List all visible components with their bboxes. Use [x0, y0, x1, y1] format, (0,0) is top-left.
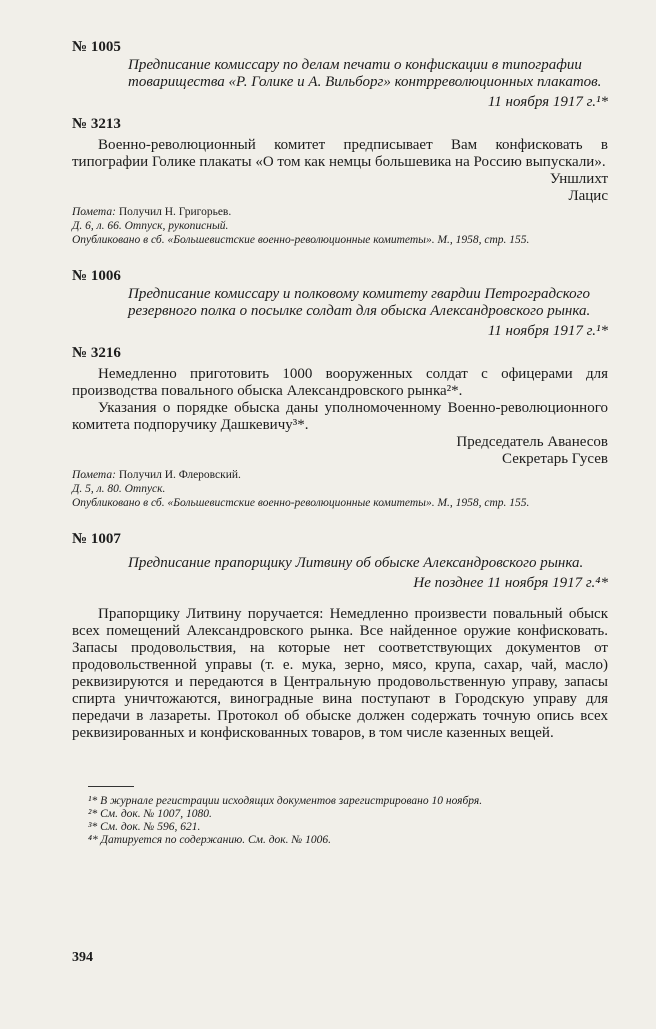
note-text: Получил Н. Григорьев.: [115, 206, 232, 218]
footnote: ¹* В журнале регистрации исходящих документов зарегистрировано 10 ноября.: [88, 795, 483, 807]
archive-note: [72, 482, 608, 496]
body-paragraph: Немедленно приготовить 1000 вооруженных солдат с офицерами для производства повального обыска Александровского рынка²*.: [72, 366, 608, 399]
doc-date: Не позднее 11 ноября 1917 г.⁴*: [413, 575, 608, 591]
note-text: Д. 5, л. 80. Отпуск.: [72, 483, 166, 495]
note-text: Получил И. Флеровский.: [115, 469, 241, 481]
doc-number: № 1005: [72, 39, 121, 55]
note-text: Д. 6, л. 66. Отпуск, рукописный.: [72, 220, 229, 232]
body-paragraph: Указания о порядке обыска даны уполномоченному Военно-революционного комитета подпоручику Дашкевичу³*.: [72, 400, 608, 433]
doc-number: № 1006: [72, 268, 121, 284]
archive-note: [72, 219, 608, 233]
body-paragraph: Прапорщику Литвину поручается: Немедленно произвести повальный обыск всех помещений Александровского рынка. Все найденное оружие конфисковать. Запасы продовольствия, на которые нет соответствующих документов от продовольственной управы (т. е. мука, зерно, мясо, крупа, сахар, чай, масло) реквизируются и передаются в Центральную продовольственную управу, запасы спирта уничтожаются, виноградные вина поступают в Городскую управу для передачи в лазареты. Протокол об обыске должен содержать точную опись всех реквизированных и конфискованных товаров, в том числе казенных вещей.: [72, 606, 608, 741]
registration-number: № 3216: [72, 345, 121, 361]
signature: Лацис: [568, 188, 608, 204]
registration-number: № 3213: [72, 116, 121, 132]
footnote: ²* См. док. № 1007, 1080.: [88, 808, 212, 820]
archive-note: [72, 205, 608, 219]
archive-note: [72, 233, 608, 247]
signature: Секретарь Гусев: [502, 451, 608, 467]
footnote-divider: [88, 786, 134, 787]
signature: Уншлихт: [549, 171, 608, 187]
body-paragraph: Военно-революционный комитет предписывает Вам конфисковать в типографии Голике плакаты «О том как немцы большевика на Россию выпускали».: [72, 137, 608, 170]
signature: Председатель Аванесов: [456, 434, 608, 450]
note-label: Помета:: [72, 206, 116, 218]
doc-title: Предписание прапорщику Литвину об обыске Александровского рынка.: [128, 555, 584, 571]
footnote: ⁴* Датируется по содержанию. См. док. № 1006.: [88, 834, 332, 846]
doc-date: 11 ноября 1917 г.¹*: [487, 323, 608, 339]
page-number: 394: [72, 950, 93, 965]
doc-title: Предписание комиссару и полковому комитету гвардии Петроградского резервного полка о посылке солдат для обыска Александровского рынка.: [128, 286, 591, 319]
doc-date: 11 ноября 1917 г.¹*: [487, 94, 608, 110]
doc-title: Предписание комиссару по делам печати о конфискации в типографии товарищества «Р. Голике и А. Вильборг» контрреволюционных плакатов.: [128, 57, 602, 90]
doc-number: № 1007: [72, 531, 121, 547]
note-text: Опубликовано в сб. «Большевистские военно-революционные комитеты». М., 1958, стр. 155.: [72, 497, 530, 509]
footnote: ³* См. док. № 596, 621.: [88, 821, 201, 833]
note-text: Опубликовано в сб. «Большевистские военно-революционные комитеты». М., 1958, стр. 155.: [72, 234, 530, 246]
archive-note: [72, 496, 608, 510]
archive-note: [72, 468, 608, 482]
page: [72, 38, 608, 847]
note-label: Помета:: [72, 469, 116, 481]
